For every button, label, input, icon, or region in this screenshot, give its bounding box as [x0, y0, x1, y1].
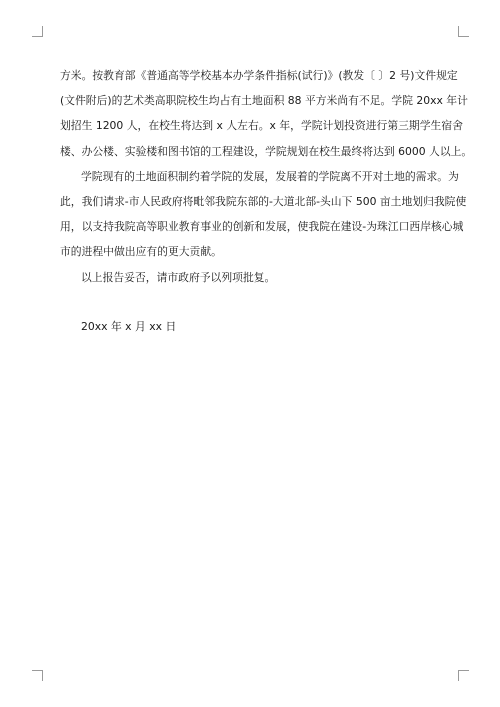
paragraph-closing [60, 265, 448, 290]
top-right-corner-mark [458, 26, 469, 37]
paragraph-land-standard [60, 63, 473, 164]
top-left-corner-mark [32, 26, 43, 37]
paragraph-land-request [60, 164, 467, 265]
text-line: 划招生 1200 人，在校生将达到 x 人左右。x 年，学院计划投资进行第三期学生宿舍 [60, 119, 463, 133]
text-line: 楼、办公楼、实验楼和图书馆的工程建设，学院规划在校生最终将达到 6000 人以上。 [60, 144, 473, 158]
text-line: 方米。按教育部《普通高等学校基本办学条件指标(试行)》(教发〔 〕2 号)文件规定 [60, 69, 458, 82]
document-body [60, 63, 473, 290]
text-line: 市的进程中做出应有的更大贡献。 [60, 245, 222, 259]
bottom-right-corner-mark [458, 670, 469, 681]
document-date: 20xx 年 x 月 xx 日 [81, 320, 177, 333]
text-line: 用，以支持我院高等职业教育事业的创新和发展，使我院在建设-为珠江口西岸核心城 [60, 220, 464, 234]
bottom-left-corner-mark [32, 670, 43, 681]
text-line: 学院现有的土地面积制约着学院的发展，发展着的学院离不开对土地的需求。为 [81, 169, 459, 183]
text-line: 以上报告妥否，请市政府予以列项批复。 [81, 270, 276, 284]
text-line: (文件附后)的艺术类高职院校生均占有土地面积 88 平方米尚有不足。学院 20xx 年计 [60, 94, 468, 108]
text-line: 此，我们请求-市人民政府将毗邻我院东部的-大道北部-头山下 500 亩土地划归我院使 [60, 194, 467, 208]
